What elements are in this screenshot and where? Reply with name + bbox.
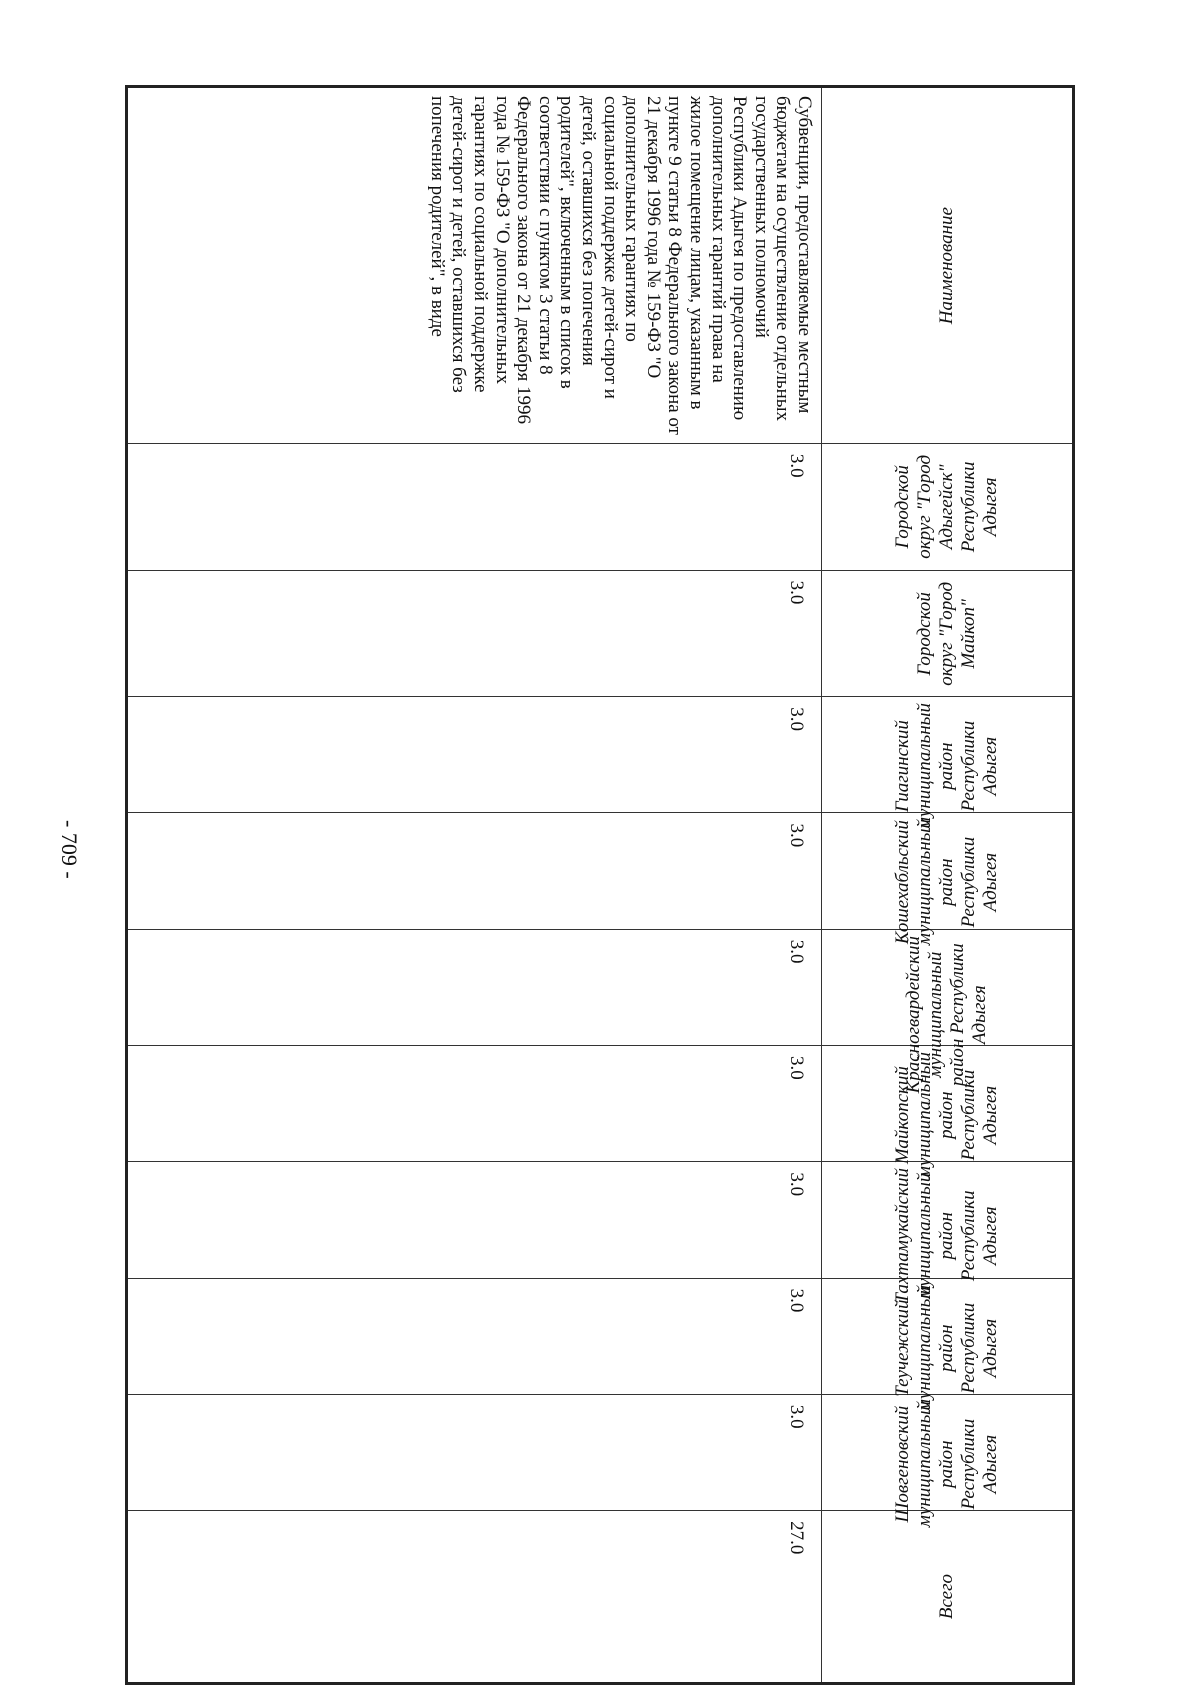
value-cell: 3.0 xyxy=(127,1278,822,1394)
header-region: Кошехабльский муниципальный район Республики Адыгея xyxy=(822,813,1074,929)
header-row xyxy=(822,87,1074,1684)
row-name-cell: Субвенции, предоставляемые местным бюджетам на осуществление отдельных государственных полномочий Республики Адыгея по предоставлению дополнительных гарантий права на жилое помещение лицам, указанным в пункте 9 статьи 8 Федерального закона от 21 декабря 1996 года № 159-ФЗ "О дополнительных гарантиях по социальной поддержке детей-сирот и детей, оставшихся без попечения родителей", включенным в список в соответствии с пунктом 3 статьи 8 Федерального закона от 21 декабря 1996 года № 159-ФЗ "О дополнительных гарантиях по социальной поддержке детей-сирот и детей, оставшихся без попечения родителей", в виде xyxy=(127,87,822,444)
total-cell: 27.0 xyxy=(127,1511,822,1684)
header-region: Гиагинский муниципальный район Республики Адыгея xyxy=(822,697,1074,813)
value-cell: 3.0 xyxy=(127,570,822,697)
subvention-table xyxy=(125,85,1075,1685)
value-cell: 3.0 xyxy=(127,813,822,929)
value-cell: 3.0 xyxy=(127,697,822,813)
header-region: Красногвардейский муниципальный район Республики Адыгея xyxy=(822,929,1074,1045)
header-region: Теучежский муниципальный район Республики Адыгея xyxy=(822,1278,1074,1394)
header-name: Наименование xyxy=(822,87,1074,444)
header-region: Тахтамукайский муниципальный район Республики Адыгея xyxy=(822,1162,1074,1278)
value-cell: 3.0 xyxy=(127,1046,822,1162)
header-region: Шовгеновский муниципальный район Республики Адыгея xyxy=(822,1394,1074,1510)
table-row xyxy=(127,87,822,1684)
subvention-table-container xyxy=(125,85,1075,1685)
header-region: Майкопский муниципальный район Республики Адыгея xyxy=(822,1046,1074,1162)
value-cell: 3.0 xyxy=(127,929,822,1045)
header-region: Городской округ "Город Адыгейск" Республики Адыгея xyxy=(822,443,1074,570)
value-cell: 3.0 xyxy=(127,443,822,570)
value-cell: 3.0 xyxy=(127,1394,822,1510)
header-total: Всего xyxy=(822,1511,1074,1684)
value-cell: 3.0 xyxy=(127,1162,822,1278)
header-region: Городской округ "Город Майкоп" xyxy=(822,570,1074,697)
page-number: - 709 - xyxy=(57,820,82,879)
